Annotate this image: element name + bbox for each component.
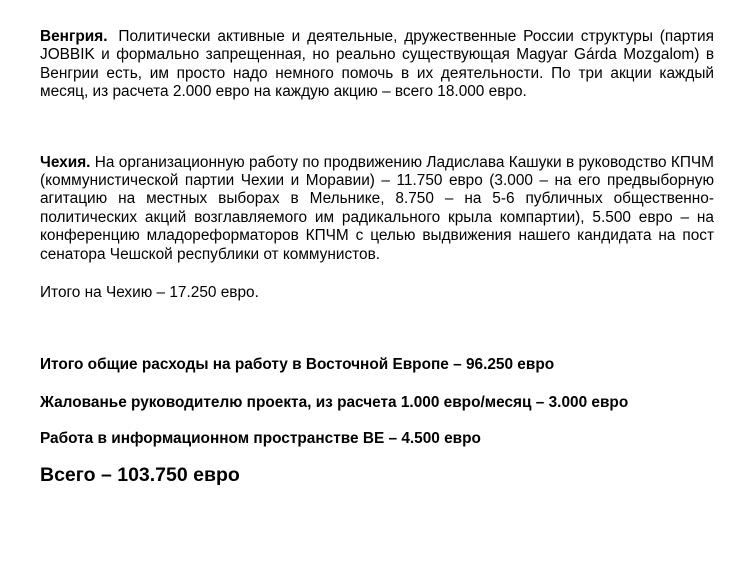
czech-paragraph-lead: Чехия. [40, 153, 91, 171]
hungary-paragraph-text: Политически активные и деятельные, дружественные России структуры (партия JOBBIK и формально запрещенная, но реально существующая Magyar Gárda Mozgalom) в Венгрии есть, им просто надо немного помочь в их деятельности. По три акции каждый месяц, из расчета 2.000 евро на каждую акцию – всего 18.000 евро. [40, 28, 714, 101]
czech-paragraph-text: На организационную работу по продвижению Ладислава Кашуки в руководство КПЧМ (коммунистической партии Чехии и Моравии) – 11.750 евро (3.000 – на его предвыборную агитацию на местных выборах в Мельнике, 8.750 – на 5-6 публичных общественно-политических акций возглавляемого им радикального крыла компартии), 5.500 евро – на конференцию младореформаторов КПЧМ с целью выдвижения нашего кандидата на пост сенатора Чешской республики от коммунистов. [40, 153, 714, 263]
czech-total-line: Итого на Чехию – 17.250 евро. [40, 284, 259, 302]
eastern-europe-total-line: Итого общие расходы на работу в Восточной Европе – 96.250 евро [40, 356, 555, 374]
czech-paragraph [40, 154, 714, 264]
info-space-line: Работа в информационном пространстве ВЕ – 4.500 евро [40, 430, 481, 448]
salary-line: Жалованье руководителю проекта, из расчета 1.000 евро/месяц – 3.000 евро [40, 393, 629, 411]
hungary-paragraph-lead: Венгрия. [40, 28, 108, 45]
hungary-paragraph [40, 28, 714, 102]
grand-total-line: Всего – 103.750 евро [40, 463, 240, 486]
